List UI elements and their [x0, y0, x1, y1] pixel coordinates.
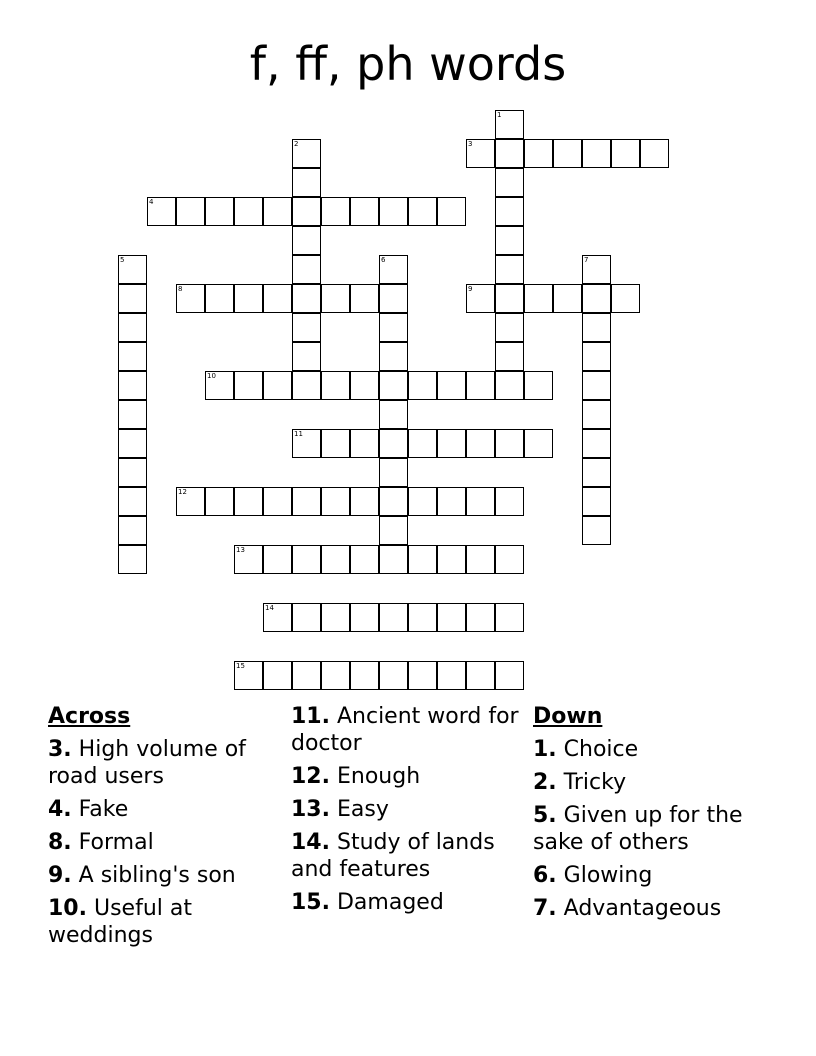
clue-across-14: 14. Study of lands and features	[291, 830, 495, 882]
grid-cell[interactable]	[350, 545, 379, 574]
grid-cell[interactable]	[118, 487, 147, 516]
grid-cell[interactable]	[176, 487, 205, 516]
grid-cell[interactable]	[466, 429, 495, 458]
grid-cell[interactable]	[263, 661, 292, 690]
grid-cell[interactable]	[118, 400, 147, 429]
grid-cell[interactable]	[408, 661, 437, 690]
clue-across-12: 12. Enough	[291, 764, 421, 789]
grid-cell[interactable]	[263, 284, 292, 313]
grid-cell[interactable]	[350, 661, 379, 690]
grid-cell[interactable]	[582, 342, 611, 371]
grid-cell[interactable]	[379, 284, 408, 313]
grid-cell[interactable]	[292, 487, 321, 516]
grid-cell[interactable]	[292, 226, 321, 255]
grid-cell[interactable]	[466, 603, 495, 632]
grid-cell[interactable]	[118, 284, 147, 313]
grid-cell[interactable]	[379, 661, 408, 690]
clue-down-2: 2. Tricky	[533, 770, 627, 795]
grid-cell[interactable]	[495, 661, 524, 690]
grid-cell[interactable]	[495, 255, 524, 284]
grid-cell[interactable]	[582, 516, 611, 545]
grid-cell[interactable]	[379, 429, 408, 458]
grid-cell[interactable]	[437, 661, 466, 690]
clue-across-8: 8. Formal	[48, 830, 154, 855]
grid-cell[interactable]	[379, 255, 408, 284]
grid-cell[interactable]	[321, 284, 350, 313]
grid-cell[interactable]	[263, 545, 292, 574]
grid-cell[interactable]	[524, 139, 553, 168]
grid-cell[interactable]	[176, 284, 205, 313]
grid-cell[interactable]	[582, 400, 611, 429]
down-heading: Down	[533, 704, 603, 729]
clue-across-11: 11. Ancient word for doctor	[291, 704, 519, 756]
grid-cell[interactable]	[582, 139, 611, 168]
clue-number: 1	[497, 111, 502, 119]
grid-cell[interactable]	[118, 255, 147, 284]
grid-cell[interactable]	[205, 487, 234, 516]
grid-cell[interactable]	[582, 429, 611, 458]
grid-cell[interactable]	[408, 603, 437, 632]
clue-down-1: 1. Choice	[533, 737, 639, 762]
grid-cell[interactable]	[350, 429, 379, 458]
grid-cell[interactable]	[495, 110, 524, 139]
grid-cell[interactable]	[466, 487, 495, 516]
grid-cell[interactable]	[582, 255, 611, 284]
grid-cell[interactable]	[466, 545, 495, 574]
grid-cell[interactable]	[408, 487, 437, 516]
grid-cell[interactable]	[118, 429, 147, 458]
grid-cell[interactable]	[495, 342, 524, 371]
grid-cell[interactable]	[582, 284, 611, 313]
clue-down-5: 5. Given up for the sake of others	[533, 803, 743, 855]
puzzle-title: f, ff, ph words	[249, 37, 567, 91]
grid-cell[interactable]	[524, 371, 553, 400]
grid-cell[interactable]	[495, 197, 524, 226]
down-clues-column	[533, 703, 773, 928]
grid-cell[interactable]	[640, 139, 669, 168]
grid-cell[interactable]	[118, 371, 147, 400]
grid-cell[interactable]	[321, 603, 350, 632]
grid-cell[interactable]	[263, 197, 292, 226]
clue-across-4: 4. Fake	[48, 797, 129, 822]
grid-cell[interactable]	[234, 661, 263, 690]
grid-cell[interactable]	[292, 661, 321, 690]
clue-number: 9	[468, 285, 473, 293]
grid-cell[interactable]	[350, 603, 379, 632]
grid-cell[interactable]	[379, 400, 408, 429]
grid-cell[interactable]	[553, 139, 582, 168]
clue-number: 13	[236, 546, 245, 554]
clue-number: 6	[381, 256, 386, 264]
grid-cell[interactable]	[234, 545, 263, 574]
grid-cell[interactable]	[495, 545, 524, 574]
clue-number: 3	[468, 140, 473, 148]
clue-number: 15	[236, 662, 245, 670]
grid-cell[interactable]	[466, 284, 495, 313]
grid-cell[interactable]	[582, 313, 611, 342]
grid-cell[interactable]	[379, 197, 408, 226]
grid-cell[interactable]	[321, 371, 350, 400]
grid-cell[interactable]	[408, 545, 437, 574]
clue-number: 10	[207, 372, 216, 380]
clue-across-10: 10. Useful at weddings	[48, 896, 192, 948]
grid-cell[interactable]	[292, 371, 321, 400]
grid-cell[interactable]	[292, 197, 321, 226]
grid-cell[interactable]	[292, 168, 321, 197]
grid-cell[interactable]	[292, 284, 321, 313]
grid-cell[interactable]	[437, 197, 466, 226]
grid-cell[interactable]	[118, 458, 147, 487]
grid-cell[interactable]	[379, 458, 408, 487]
clue-number: 12	[178, 488, 187, 496]
grid-cell[interactable]	[234, 284, 263, 313]
grid-cell[interactable]	[495, 226, 524, 255]
grid-cell[interactable]	[495, 139, 524, 168]
grid-cell[interactable]	[321, 545, 350, 574]
clue-across-15: 15. Damaged	[291, 890, 444, 915]
grid-cell[interactable]	[292, 545, 321, 574]
grid-cell[interactable]	[495, 371, 524, 400]
grid-cell[interactable]	[205, 197, 234, 226]
grid-cell[interactable]	[379, 313, 408, 342]
grid-cell[interactable]	[118, 313, 147, 342]
grid-cell[interactable]	[437, 371, 466, 400]
clue-across-9: 9. A sibling's son	[48, 863, 236, 888]
grid-cell[interactable]	[350, 284, 379, 313]
grid-cell[interactable]	[379, 545, 408, 574]
grid-cell[interactable]	[582, 371, 611, 400]
clue-across-13: 13. Easy	[291, 797, 389, 822]
grid-cell[interactable]	[263, 603, 292, 632]
grid-cell[interactable]	[611, 139, 640, 168]
grid-cell[interactable]	[524, 284, 553, 313]
grid-cell[interactable]	[292, 255, 321, 284]
grid-cell[interactable]	[553, 284, 582, 313]
grid-cell[interactable]	[379, 516, 408, 545]
grid-cell[interactable]	[263, 487, 292, 516]
grid-cell[interactable]	[292, 429, 321, 458]
grid-cell[interactable]	[379, 487, 408, 516]
grid-cell[interactable]	[350, 197, 379, 226]
clue-number: 11	[294, 430, 303, 438]
grid-cell[interactable]	[495, 603, 524, 632]
grid-cell[interactable]	[263, 371, 292, 400]
grid-cell[interactable]	[321, 197, 350, 226]
clue-number: 5	[120, 256, 125, 264]
grid-cell[interactable]	[495, 168, 524, 197]
clue-number: 2	[294, 140, 299, 148]
grid-cell[interactable]	[292, 603, 321, 632]
grid-cell[interactable]	[321, 661, 350, 690]
clue-number: 4	[149, 198, 154, 206]
grid-cell[interactable]	[292, 313, 321, 342]
clue-number: 8	[178, 285, 183, 293]
grid-cell[interactable]	[408, 429, 437, 458]
grid-cell[interactable]	[495, 313, 524, 342]
grid-cell[interactable]	[582, 458, 611, 487]
grid-cell[interactable]	[495, 429, 524, 458]
grid-cell[interactable]	[466, 661, 495, 690]
grid-cell[interactable]	[437, 603, 466, 632]
grid-cell[interactable]	[408, 371, 437, 400]
grid-cell[interactable]	[234, 371, 263, 400]
grid-cell[interactable]	[118, 516, 147, 545]
grid-cell[interactable]	[292, 342, 321, 371]
across-clues-column-1	[48, 703, 283, 955]
grid-cell[interactable]	[495, 284, 524, 313]
across-clues-column-2	[291, 703, 531, 922]
grid-cell[interactable]	[234, 197, 263, 226]
grid-cell[interactable]	[118, 545, 147, 574]
grid-cell[interactable]	[176, 197, 205, 226]
grid-cell[interactable]	[321, 487, 350, 516]
grid-cell[interactable]	[379, 371, 408, 400]
grid-cell[interactable]	[495, 487, 524, 516]
grid-cell[interactable]	[524, 429, 553, 458]
grid-cell[interactable]	[234, 487, 263, 516]
grid-cell[interactable]	[437, 429, 466, 458]
grid-cell[interactable]	[147, 197, 176, 226]
grid-cell[interactable]	[408, 197, 437, 226]
clue-number: 14	[265, 604, 274, 612]
across-heading: Across	[48, 704, 131, 729]
grid-cell[interactable]	[437, 487, 466, 516]
clue-down-6: 6. Glowing	[533, 863, 653, 888]
grid-cell[interactable]	[350, 487, 379, 516]
grid-cell[interactable]	[350, 371, 379, 400]
grid-cell[interactable]	[205, 371, 234, 400]
grid-cell[interactable]	[466, 371, 495, 400]
grid-cell[interactable]	[379, 603, 408, 632]
clue-number: 7	[584, 256, 589, 264]
grid-cell[interactable]	[292, 139, 321, 168]
clue-down-7: 7. Advantageous	[533, 896, 722, 921]
grid-cell[interactable]	[582, 487, 611, 516]
grid-cell[interactable]	[437, 545, 466, 574]
grid-cell[interactable]	[205, 284, 234, 313]
grid-cell[interactable]	[118, 342, 147, 371]
clue-across-3: 3. High volume of road users	[48, 737, 246, 789]
grid-cell[interactable]	[611, 284, 640, 313]
grid-cell[interactable]	[379, 342, 408, 371]
grid-cell[interactable]	[466, 139, 495, 168]
grid-cell[interactable]	[321, 429, 350, 458]
